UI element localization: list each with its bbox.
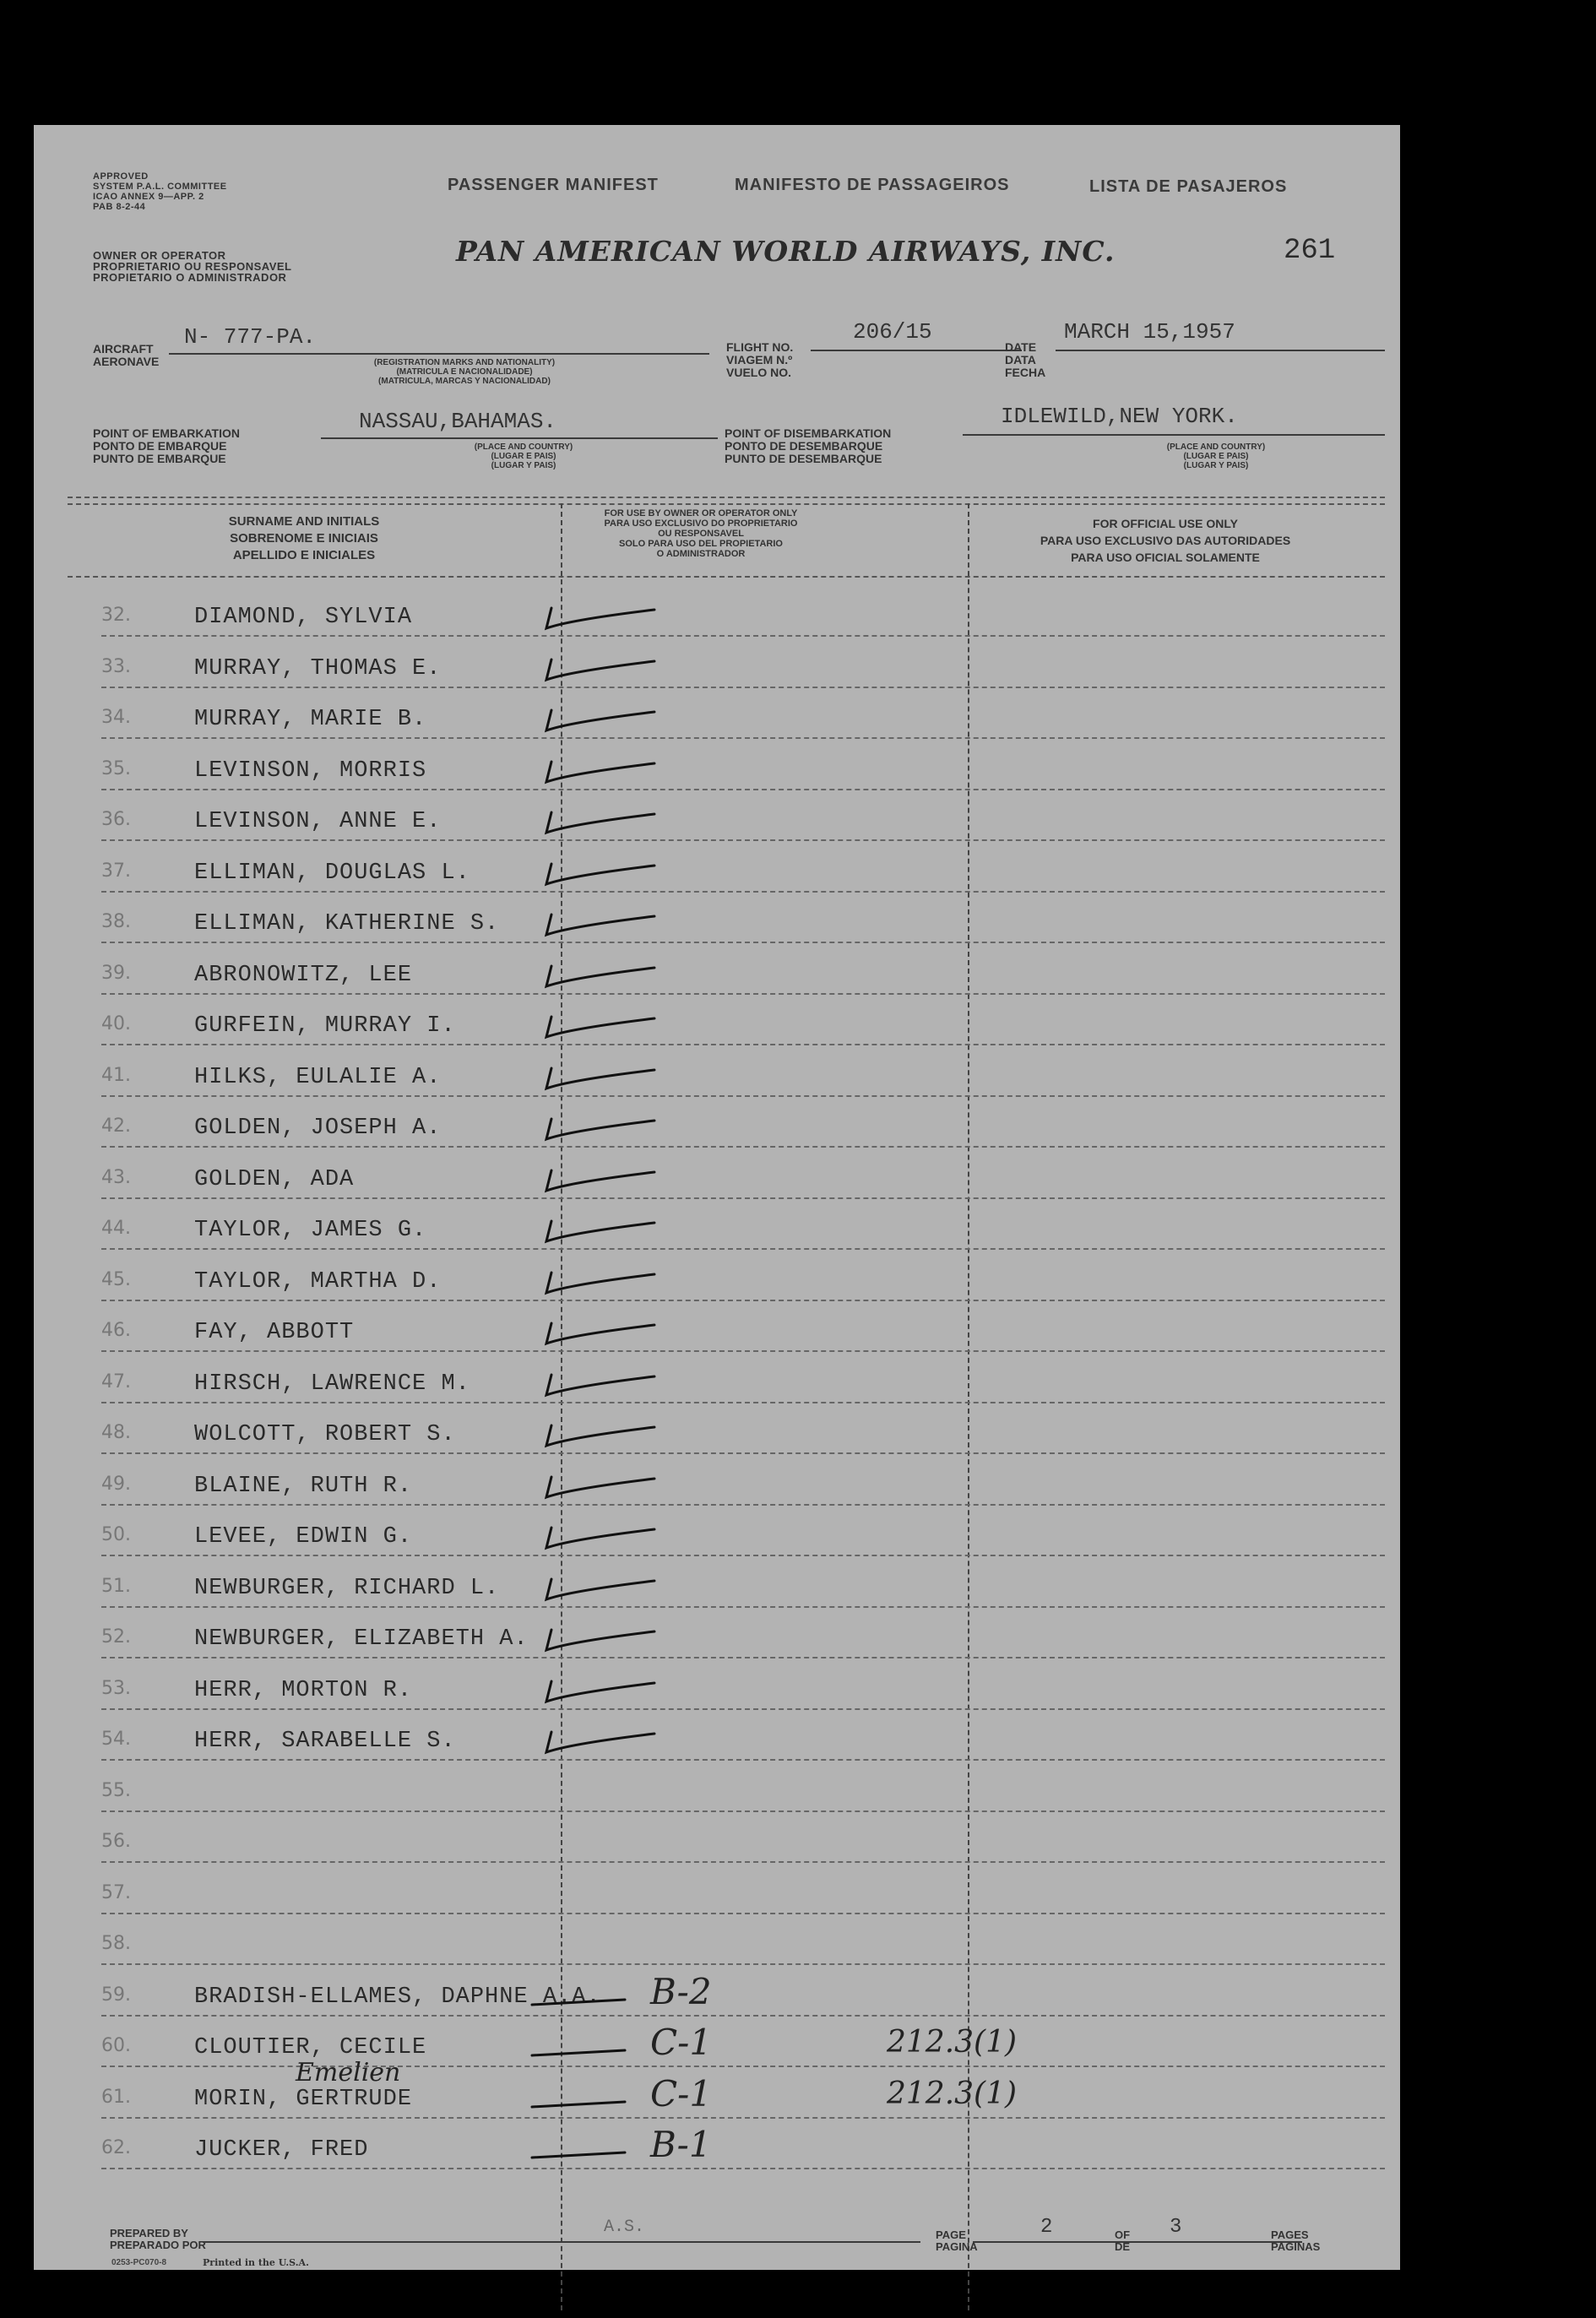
owner-note: B-1 <box>650 2124 712 2165</box>
table-row <box>68 953 1385 995</box>
form-code-line: SYSTEM P.A.L. COMMITTEE <box>93 182 227 192</box>
row-number: 46. <box>101 1320 131 1341</box>
title-pt: MANIFESTO DE PASSAGEIROS <box>735 176 1010 194</box>
checkmark-icon <box>536 1310 688 1352</box>
table-row <box>68 1770 1385 1812</box>
row-number: 61. <box>101 2086 131 2108</box>
checkmark-icon <box>536 697 688 739</box>
table-row <box>68 1361 1385 1403</box>
row-rule <box>101 1248 1385 1250</box>
flight-label <box>726 341 793 379</box>
embarkation-label-line: PONTO DE EMBARQUE <box>93 439 227 453</box>
pages-label <box>1271 2229 1320 2253</box>
checkmark-icon <box>536 1668 688 1710</box>
table-row <box>68 1310 1385 1352</box>
title-en: PASSENGER MANIFEST <box>448 176 659 194</box>
row-number: 49. <box>101 1473 131 1495</box>
row-rule <box>101 1606 1385 1608</box>
disembarkation-caption-line: (PLACE AND COUNTRY) <box>1166 442 1266 452</box>
row-number: 38. <box>101 911 131 932</box>
disembarkation-caption <box>1081 442 1351 470</box>
page-number: 261 <box>1284 235 1336 267</box>
embarkation-underline <box>321 437 718 439</box>
passenger-name: LEVINSON, MORRIS <box>194 757 427 784</box>
passenger-name: JUCKER, FRED <box>194 2137 369 2163</box>
disembarkation-underline <box>963 434 1385 436</box>
checkmark-icon <box>536 1718 688 1761</box>
checkmark-icon <box>536 1412 688 1454</box>
table-row <box>68 1259 1385 1301</box>
table-row <box>68 1105 1385 1148</box>
table-row <box>68 1872 1385 1914</box>
checkmark-icon <box>536 1055 688 1097</box>
checkmark-icon <box>536 594 688 637</box>
passenger-name: HILKS, EULALIE A. <box>194 1064 442 1090</box>
embarkation-label <box>93 427 240 465</box>
passenger-name: LEVINSON, ANNE E. <box>194 809 442 834</box>
form-code-line: PAB 8-2-44 <box>93 202 146 212</box>
row-rule <box>101 635 1385 637</box>
column-header-line: PARA USO EXCLUSIVO DAS AUTORIDADES <box>1040 534 1291 547</box>
row-rule <box>101 1963 1385 1965</box>
passenger-name: DIAMOND, SYLVIA <box>194 605 413 630</box>
official-note: 212.3(1) <box>887 2025 1018 2060</box>
checkmark-icon <box>536 953 688 995</box>
row-rule <box>101 1708 1385 1710</box>
checkmark-icon <box>536 1105 688 1148</box>
page-label-line: PAGE <box>936 2228 966 2241</box>
title-es: LISTA DE PASAJEROS <box>1089 177 1288 196</box>
official-note: 212.3(1) <box>887 2076 1018 2111</box>
table-row <box>68 1208 1385 1250</box>
row-number: 60. <box>101 2035 131 2056</box>
passenger-name: NEWBURGER, ELIZABETH A. <box>194 1626 529 1652</box>
prepared-label-line: PREPARADO POR <box>110 2239 206 2251</box>
row-number: 57. <box>101 1881 131 1903</box>
row-number: 36. <box>101 809 131 830</box>
flight-label-line: VUELO NO. <box>726 366 792 379</box>
page-label-line: PAGINA <box>936 2240 978 2253</box>
column-header-line: APELLIDO E INICIALES <box>232 548 376 562</box>
owner-label <box>93 250 292 283</box>
aircraft-caption-line: (MATRICULA E NACIONALIDADE) <box>396 367 533 377</box>
column-header-line: SOLO PARA USO DEL PROPIETARIO <box>619 539 783 549</box>
row-number: 40. <box>101 1013 131 1034</box>
passenger-name: CLOUTIER, CECILE <box>194 2035 427 2060</box>
aircraft-label <box>93 343 159 368</box>
row-number: 53. <box>101 1677 131 1699</box>
embarkation-value: NASSAU,BAHAMAS. <box>359 409 557 434</box>
disembarkation-caption-line: (LUGAR Y PAIS) <box>1183 461 1249 470</box>
checkmark-icon <box>536 799 688 841</box>
table-row <box>68 1003 1385 1045</box>
table-row <box>68 1514 1385 1556</box>
column-header-line: OU RESPONSAVEL <box>658 529 744 539</box>
manifest-sheet <box>34 125 1400 2270</box>
row-rule <box>101 1657 1385 1658</box>
row-rule <box>101 1861 1385 1863</box>
owner-label-line: PROPIETARIO O ADMINISTRADOR <box>93 271 287 284</box>
page-label <box>936 2229 978 2253</box>
passenger-name: MURRAY, THOMAS E. <box>194 655 442 681</box>
embarkation-caption-line: (PLACE AND COUNTRY) <box>474 442 573 452</box>
column-header-line: FOR USE BY OWNER OR OPERATOR ONLY <box>604 508 798 518</box>
table-row <box>68 594 1385 637</box>
passenger-name: NEWBURGER, RICHARD L. <box>194 1575 500 1601</box>
date-label-line: FECHA <box>1005 366 1046 379</box>
row-number: 51. <box>101 1575 131 1597</box>
table-row <box>68 1616 1385 1658</box>
table-row <box>68 2124 1385 2169</box>
checkmark-icon <box>536 850 688 893</box>
row-number: 58. <box>101 1933 131 1954</box>
checkmark-icon <box>536 1157 688 1199</box>
pages-label-line: PAGINAS <box>1271 2240 1321 2253</box>
row-rule <box>101 1197 1385 1199</box>
row-rule <box>101 891 1385 893</box>
checkmark-icon <box>536 1616 688 1658</box>
row-rule <box>101 993 1385 995</box>
table-row <box>68 1055 1385 1097</box>
form-code-line: ICAO ANNEX 9—APP. 2 <box>93 192 204 202</box>
form-code: 0253-PC070-8 <box>111 2258 167 2267</box>
table-row <box>68 1412 1385 1454</box>
passenger-name: GURFEIN, MURRAY I. <box>194 1013 456 1039</box>
row-rule <box>101 1095 1385 1097</box>
table-row <box>68 646 1385 688</box>
table-row <box>68 1157 1385 1199</box>
table-row <box>68 2057 1385 2119</box>
passenger-name: GOLDEN, ADA <box>194 1166 355 1192</box>
prepared-label-line: PREPARED BY <box>110 2227 188 2239</box>
column-header-line: SURNAME AND INITIALS <box>228 514 380 529</box>
embarkation-label-line: POINT OF EMBARKATION <box>93 426 240 440</box>
row-number: 35. <box>101 757 131 779</box>
row-rule <box>101 687 1385 688</box>
table-row <box>68 799 1385 841</box>
column-header-owner <box>557 508 844 559</box>
row-rule <box>101 1810 1385 1812</box>
passenger-name: LEVEE, EDWIN G. <box>194 1524 413 1550</box>
checkmark-icon <box>536 748 688 790</box>
row-number: 55. <box>101 1779 131 1801</box>
passenger-name: TAYLOR, JAMES G. <box>194 1218 427 1243</box>
pages-label-line: PAGES <box>1271 2228 1309 2241</box>
column-header-official <box>971 515 1360 566</box>
row-number: 41. <box>101 1064 131 1086</box>
row-rule <box>101 2117 1385 2119</box>
table-row <box>68 1970 1385 2017</box>
passenger-name: BRADISH-ELLAMES, DAPHNE A.A. <box>194 1984 601 2010</box>
row-rule <box>101 2015 1385 2017</box>
aircraft-underline <box>169 353 709 355</box>
disembarkation-label-line: PUNTO DE DESEMBARQUE <box>725 452 882 465</box>
row-rule <box>101 1402 1385 1403</box>
row-number: 56. <box>101 1831 131 1852</box>
checkmark-icon <box>536 646 688 688</box>
row-rule <box>101 1555 1385 1556</box>
column-header-name <box>127 513 481 564</box>
checkmark-icon <box>536 1003 688 1045</box>
of-label-line: OF <box>1115 2228 1131 2241</box>
row-number: 62. <box>101 2137 131 2158</box>
of-value: 3 <box>1170 2216 1182 2239</box>
table-row <box>68 1718 1385 1761</box>
of-label <box>1115 2229 1130 2253</box>
checkmark-icon <box>536 1514 688 1556</box>
checkmark-icon <box>536 1259 688 1301</box>
owner-label-line: PROPRIETARIO OU RESPONSAVEL <box>93 260 292 273</box>
row-number: 39. <box>101 962 131 984</box>
aircraft-caption <box>279 358 650 386</box>
checkmark-icon <box>536 901 688 943</box>
disembarkation-label-line: POINT OF DISEMBARKATION <box>725 426 892 440</box>
aircraft-label-line: AERONAVE <box>93 355 160 368</box>
row-rule <box>101 1146 1385 1148</box>
row-number: 59. <box>101 1984 131 2006</box>
row-rule <box>101 1044 1385 1045</box>
row-rule <box>101 1300 1385 1301</box>
prepared-underline <box>203 2241 920 2243</box>
row-rule <box>101 789 1385 790</box>
disembarkation-value: IDLEWILD,NEW YORK. <box>1001 404 1238 429</box>
disembarkation-label <box>725 427 891 465</box>
checkmark-icon <box>536 1566 688 1608</box>
embarkation-caption-line: (LUGAR Y PAIS) <box>491 461 556 470</box>
date-underline <box>1056 350 1385 351</box>
disembarkation-label-line: PONTO DE DESEMBARQUE <box>725 439 883 453</box>
row-rule <box>101 2168 1385 2169</box>
passenger-name: MORIN, GERTRUDE <box>194 2086 413 2112</box>
embarkation-caption-line: (LUGAR E PAIS) <box>491 452 556 461</box>
table-row <box>68 748 1385 790</box>
row-rule <box>101 1759 1385 1761</box>
passenger-name: HERR, SARABELLE S. <box>194 1729 456 1754</box>
date-value: MARCH 15,1957 <box>1064 319 1235 345</box>
flight-underline <box>811 350 1022 351</box>
printed-note: Printed in the U.S.A. <box>203 2257 309 2268</box>
owner-label-line: OWNER OR OPERATOR <box>93 249 226 262</box>
row-number: 37. <box>101 860 131 882</box>
table-row <box>68 1566 1385 1608</box>
row-number: 34. <box>101 707 131 728</box>
table-row <box>68 697 1385 739</box>
owner-note: B-2 <box>650 1970 712 2012</box>
aircraft-label-line: AIRCRAFT <box>93 342 154 356</box>
passenger-name: MURRAY, MARIE B. <box>194 707 427 732</box>
row-number: 54. <box>101 1729 131 1750</box>
passenger-name: GOLDEN, JOSEPH A. <box>194 1116 442 1141</box>
of-label-line: DE <box>1115 2240 1131 2253</box>
row-rule <box>101 942 1385 943</box>
passenger-name: ELLIMAN, KATHERINE S. <box>194 911 500 936</box>
flight-value: 206/15 <box>853 319 932 345</box>
date-label-line: DATA <box>1005 353 1036 366</box>
passenger-name: HIRSCH, LAWRENCE M. <box>194 1371 470 1397</box>
row-number: 52. <box>101 1626 131 1648</box>
column-header-line: O ADMINISTRADOR <box>656 549 746 559</box>
row-number: 50. <box>101 1524 131 1545</box>
passenger-name: WOLCOTT, ROBERT S. <box>194 1422 456 1447</box>
flight-label-line: VIAGEM N.º <box>726 353 793 366</box>
embarkation-label-line: PUNTO DE EMBARQUE <box>93 452 226 465</box>
row-number: 47. <box>101 1371 131 1392</box>
owner-note: C-1 <box>650 2022 713 2063</box>
handwritten-annotation: Emelien <box>296 2057 401 2087</box>
table-row <box>68 850 1385 893</box>
aircraft-caption-line: (REGISTRATION MARKS AND NATIONALITY) <box>373 358 556 367</box>
row-number: 43. <box>101 1166 131 1188</box>
checkmark-icon <box>536 1463 688 1506</box>
disembarkation-caption-line: (LUGAR E PAIS) <box>1183 452 1249 461</box>
passenger-name: FAY, ABBOTT <box>194 1320 355 1345</box>
column-header-line: PARA USO OFICIAL SOLAMENTE <box>1071 551 1260 564</box>
flight-label-line: FLIGHT NO. <box>726 340 794 354</box>
aircraft-caption-line: (MATRICULA, MARCAS Y NACIONALIDAD) <box>378 377 551 386</box>
owner-note: C-1 <box>650 2072 713 2114</box>
prepared-label <box>110 2228 206 2251</box>
table-row <box>68 1668 1385 1710</box>
row-number: 33. <box>101 655 131 677</box>
row-number: 48. <box>101 1422 131 1443</box>
row-number: 45. <box>101 1268 131 1290</box>
row-rule <box>101 737 1385 739</box>
checkmark-icon <box>536 1208 688 1250</box>
passenger-name: ABRONOWITZ, LEE <box>194 962 413 988</box>
passenger-name: TAYLOR, MARTHA D. <box>194 1268 442 1295</box>
passenger-name: ELLIMAN, DOUGLAS L. <box>194 860 470 886</box>
row-rule <box>101 1504 1385 1506</box>
row-number: 32. <box>101 605 131 626</box>
date-label <box>1005 341 1045 379</box>
checkmark-icon <box>536 1361 688 1403</box>
prepared-value: A.S. <box>604 2218 645 2237</box>
passenger-name: HERR, MORTON R. <box>194 1677 413 1703</box>
table-row <box>68 1463 1385 1506</box>
embarkation-caption <box>388 442 659 470</box>
column-header-line: FOR OFFICIAL USE ONLY <box>1093 517 1238 530</box>
form-codes <box>93 171 227 212</box>
aircraft-value: N- 777-PA. <box>184 324 317 350</box>
column-header-line: PARA USO EXCLUSIVO DO PROPRIETARIO <box>604 518 798 529</box>
form-code-line: APPROVED <box>93 171 149 182</box>
page-value: 2 <box>1040 2216 1053 2239</box>
column-header-line: SOBRENOME E INICIAIS <box>230 531 378 546</box>
row-rule <box>101 839 1385 841</box>
passenger-name: BLAINE, RUTH R. <box>194 1473 413 1499</box>
table-header-rule <box>68 576 1385 578</box>
table-row <box>68 1821 1385 1863</box>
table-row <box>68 1923 1385 1965</box>
row-rule <box>101 1350 1385 1352</box>
row-rule <box>101 1913 1385 1914</box>
row-rule <box>101 1452 1385 1454</box>
table-row <box>68 901 1385 943</box>
table-top-rule <box>68 503 1385 505</box>
row-number: 42. <box>101 1116 131 1137</box>
company-name: PAN AMERICAN WORLD AIRWAYS, INC. <box>456 235 1116 268</box>
table-top-rule <box>68 497 1385 498</box>
row-rule <box>101 2066 1385 2067</box>
row-number: 44. <box>101 1218 131 1239</box>
date-label-line: DATE <box>1005 340 1037 354</box>
table-row <box>68 2022 1385 2067</box>
